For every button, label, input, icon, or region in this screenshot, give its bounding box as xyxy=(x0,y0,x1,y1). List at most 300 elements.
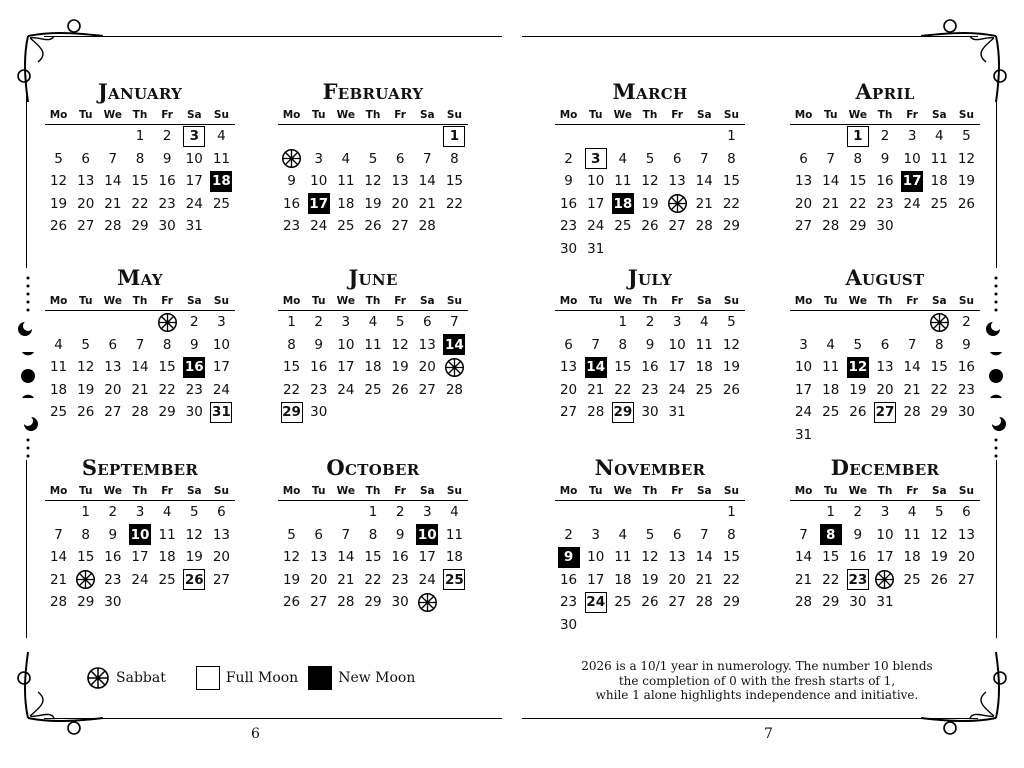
month-title: January xyxy=(97,79,183,104)
day-cell: 27 xyxy=(668,218,686,235)
blank-cell xyxy=(126,311,153,334)
day-cell: 16 xyxy=(849,549,867,566)
weekday-label: Mo xyxy=(49,109,68,121)
wheel-of-year-icon xyxy=(667,193,688,214)
month-february xyxy=(278,78,468,238)
day-cell: 27 xyxy=(391,218,409,235)
blank-cell xyxy=(72,311,99,334)
day-cell: 31 xyxy=(668,404,686,421)
weekday-label: We xyxy=(336,109,356,121)
day-cell: 13 xyxy=(418,336,436,353)
day-cell: 8 xyxy=(853,150,863,167)
day-cell: 6 xyxy=(422,314,432,331)
day-cell: 13 xyxy=(957,526,975,543)
day-cell: 8 xyxy=(727,150,736,167)
day-cell: 9 xyxy=(287,173,296,190)
day-cell: 5 xyxy=(189,504,199,521)
weekday-label: We xyxy=(103,485,123,497)
blank-cell xyxy=(332,125,359,148)
weekday-label: Th xyxy=(132,295,148,307)
wheel-of-year-icon xyxy=(157,312,178,333)
day-cell: 11 xyxy=(364,336,382,353)
day-cell: 14 xyxy=(695,549,713,566)
day-cell: 2 xyxy=(395,504,405,521)
day-cell: 22 xyxy=(849,195,867,212)
frame-left-lower-line xyxy=(26,460,27,638)
day-cell: 11 xyxy=(212,150,230,167)
month-title: May xyxy=(117,265,163,290)
weekday-label: Mo xyxy=(282,485,301,497)
day-cell: 17 xyxy=(131,549,149,566)
blank-cell xyxy=(555,501,582,524)
day-cell: 24 xyxy=(903,195,921,212)
moon-phases-icon xyxy=(986,272,1006,462)
weekday-label: Fr xyxy=(394,109,406,121)
weekday-label: Sa xyxy=(186,485,202,497)
day-cell: 9 xyxy=(395,526,405,543)
day-cell: 4 xyxy=(217,128,226,145)
day-cell: 4 xyxy=(618,526,628,543)
day-cell: 16 xyxy=(559,571,578,588)
legend-new-moon xyxy=(308,666,415,690)
day-cell: 6 xyxy=(880,336,890,353)
blank-cell xyxy=(305,125,332,148)
day-cell: 27 xyxy=(104,404,122,421)
weekday-label: Su xyxy=(446,295,462,307)
month-july xyxy=(555,264,745,424)
day-cell: 22 xyxy=(930,381,948,398)
month-title: April xyxy=(855,79,915,104)
day-cell: 20 xyxy=(957,549,975,566)
day-cell: 22 xyxy=(282,381,301,398)
day-cell: 5 xyxy=(645,526,655,543)
blank-cell xyxy=(278,125,305,148)
day-cell: 6 xyxy=(962,504,971,521)
day-cell: 12 xyxy=(49,173,68,190)
day-cell: 11 xyxy=(930,150,948,167)
weekday-label: Tu xyxy=(823,109,838,121)
full-moon-swatch xyxy=(196,666,220,690)
day-cell: 22 xyxy=(722,195,740,212)
day-cell: 29 xyxy=(722,594,740,611)
blank-cell xyxy=(790,125,817,148)
blank-cell xyxy=(609,501,636,524)
day-cell: 14 xyxy=(131,359,149,376)
legend-sabbat xyxy=(86,666,166,690)
day-cell: 3 xyxy=(799,336,808,353)
day-cell: 28 xyxy=(695,594,713,611)
page-number-right: 7 xyxy=(764,726,773,742)
weekday-label: Su xyxy=(958,485,974,497)
day-cell: 20 xyxy=(559,381,578,398)
day-cell: 30 xyxy=(310,404,328,421)
day-cell: 21 xyxy=(695,195,713,212)
day-full-moon: 1 xyxy=(441,125,468,148)
day-cell: 5 xyxy=(368,150,378,167)
day-new-moon: 14 xyxy=(582,356,609,379)
day-cell: 30 xyxy=(849,594,867,611)
day-cell: 1 xyxy=(826,504,835,521)
blank-cell xyxy=(582,125,609,148)
day-cell: 1 xyxy=(727,504,736,521)
weekday-label: Tu xyxy=(78,109,93,121)
month-august xyxy=(790,264,980,446)
day-cell: 12 xyxy=(930,526,948,543)
day-cell: 8 xyxy=(287,336,296,353)
day-cell: 3 xyxy=(880,504,890,521)
day-cell: 26 xyxy=(641,218,659,235)
day-cell: 28 xyxy=(49,594,68,611)
month-march xyxy=(555,78,745,260)
day-cell: 15 xyxy=(614,359,632,376)
day-cell: 10 xyxy=(668,336,686,353)
day-cell: 10 xyxy=(587,549,605,566)
day-cell: 17 xyxy=(876,549,894,566)
day-cell: 25 xyxy=(614,218,632,235)
day-cell: 22 xyxy=(445,195,463,212)
weekday-header xyxy=(555,106,745,125)
blank-cell xyxy=(636,125,663,148)
day-new-moon: 18 xyxy=(208,170,235,193)
weekday-label: Su xyxy=(213,109,229,121)
day-grid xyxy=(790,311,980,446)
day-cell: 30 xyxy=(158,218,176,235)
day-cell: 16 xyxy=(104,549,122,566)
day-cell: 21 xyxy=(903,381,921,398)
day-cell: 23 xyxy=(282,218,301,235)
day-cell: 1 xyxy=(368,504,378,521)
frame-right-upper-line xyxy=(996,96,997,268)
weekday-label: Sa xyxy=(931,485,947,497)
blank-cell xyxy=(899,311,926,334)
day-cell: 21 xyxy=(418,195,436,212)
day-cell: 10 xyxy=(794,359,813,376)
day-cell: 28 xyxy=(418,218,436,235)
weekday-label: Tu xyxy=(823,295,838,307)
weekday-label: Fr xyxy=(671,109,683,121)
day-cell: 2 xyxy=(564,526,573,543)
day-cell: 19 xyxy=(930,549,948,566)
weekday-header xyxy=(45,482,235,501)
day-cell: 27 xyxy=(212,571,230,588)
day-cell: 28 xyxy=(794,594,813,611)
day-cell: 8 xyxy=(135,150,145,167)
day-cell: 17 xyxy=(418,549,436,566)
day-cell: 19 xyxy=(391,359,409,376)
month-september xyxy=(45,454,235,614)
blank-cell xyxy=(555,311,582,334)
day-cell: 17 xyxy=(587,571,605,588)
day-cell: 23 xyxy=(185,381,203,398)
day-cell: 28 xyxy=(131,404,149,421)
day-cell: 30 xyxy=(185,404,203,421)
weekday-label: Th xyxy=(877,485,893,497)
day-cell: 5 xyxy=(395,314,405,331)
weekday-label: Mo xyxy=(282,109,301,121)
day-cell: 25 xyxy=(903,571,921,588)
day-grid xyxy=(278,125,468,238)
weekday-label: We xyxy=(613,295,633,307)
day-cell: 10 xyxy=(185,150,203,167)
day-cell: 9 xyxy=(645,336,655,353)
day-cell: 4 xyxy=(54,336,63,353)
weekday-label: Tu xyxy=(311,109,326,121)
weekday-label: We xyxy=(848,109,868,121)
wheel-of-year-icon xyxy=(929,312,950,333)
day-cell: 4 xyxy=(450,504,459,521)
day-cell: 13 xyxy=(668,173,686,190)
day-cell: 24 xyxy=(794,404,813,421)
day-cell: 14 xyxy=(822,173,840,190)
day-cell: 2 xyxy=(853,504,863,521)
day-grid xyxy=(45,311,235,424)
day-cell: 31 xyxy=(876,594,894,611)
weekday-label: Mo xyxy=(559,485,578,497)
day-cell: 4 xyxy=(934,128,944,145)
day-cell: 24 xyxy=(668,381,686,398)
day-cell: 20 xyxy=(77,195,95,212)
day-grid xyxy=(45,501,235,614)
legend-sabbat-label: Sabbat xyxy=(116,670,166,686)
month-title: October xyxy=(326,455,420,480)
day-cell: 6 xyxy=(799,150,808,167)
day-full-moon: 27 xyxy=(871,401,898,424)
blank-cell xyxy=(45,501,72,524)
day-cell: 19 xyxy=(849,381,867,398)
day-cell: 26 xyxy=(391,381,409,398)
day-cell: 17 xyxy=(587,195,605,212)
day-sabbat xyxy=(441,356,468,379)
day-cell: 25 xyxy=(930,195,948,212)
day-cell: 2 xyxy=(962,314,971,331)
day-cell: 22 xyxy=(722,571,740,588)
weekday-label: Tu xyxy=(823,485,838,497)
day-cell: 26 xyxy=(77,404,95,421)
month-october xyxy=(278,454,468,614)
day-cell: 16 xyxy=(641,359,659,376)
month-june xyxy=(278,264,468,424)
day-cell: 23 xyxy=(310,381,328,398)
day-cell: 19 xyxy=(364,195,382,212)
day-cell: 9 xyxy=(962,336,971,353)
blank-cell xyxy=(99,125,126,148)
weekday-label: Tu xyxy=(588,295,603,307)
day-cell: 20 xyxy=(876,381,894,398)
day-new-moon: 16 xyxy=(181,356,208,379)
day-cell: 24 xyxy=(587,218,605,235)
day-cell: 2 xyxy=(645,314,655,331)
day-full-moon: 26 xyxy=(181,569,208,592)
day-cell: 15 xyxy=(822,549,840,566)
day-cell: 29 xyxy=(77,594,95,611)
day-cell: 13 xyxy=(391,173,409,190)
day-cell: 8 xyxy=(450,150,459,167)
day-full-moon: 25 xyxy=(441,569,468,592)
day-cell: 16 xyxy=(957,359,975,376)
day-cell: 9 xyxy=(162,150,172,167)
day-grid xyxy=(790,125,980,238)
day-cell: 9 xyxy=(189,336,199,353)
day-cell: 2 xyxy=(189,314,199,331)
day-sabbat xyxy=(414,591,441,614)
day-cell: 1 xyxy=(727,128,736,145)
day-cell: 27 xyxy=(77,218,95,235)
weekday-label: Mo xyxy=(559,295,578,307)
day-cell: 15 xyxy=(722,173,740,190)
month-january xyxy=(45,78,235,238)
day-cell: 30 xyxy=(391,594,409,611)
day-cell: 12 xyxy=(364,173,382,190)
day-cell: 22 xyxy=(364,571,382,588)
day-cell: 18 xyxy=(445,549,463,566)
day-cell: 21 xyxy=(104,195,122,212)
month-may xyxy=(45,264,235,424)
day-cell: 19 xyxy=(641,195,659,212)
day-cell: 15 xyxy=(131,173,149,190)
month-title: March xyxy=(612,79,688,104)
day-cell: 27 xyxy=(957,571,975,588)
weekday-label: Su xyxy=(723,295,739,307)
legend-full-moon xyxy=(196,666,298,690)
day-cell: 19 xyxy=(49,195,68,212)
day-cell: 26 xyxy=(364,218,382,235)
blank-cell xyxy=(72,125,99,148)
note-line-3: while 1 alone highlights independence and initiative. xyxy=(595,688,919,702)
flourish-corner-icon xyxy=(8,650,108,740)
day-cell: 16 xyxy=(158,173,176,190)
weekday-header xyxy=(790,482,980,501)
day-cell: 9 xyxy=(314,336,323,353)
weekday-label: Th xyxy=(365,109,381,121)
day-cell: 12 xyxy=(722,336,740,353)
day-cell: 5 xyxy=(81,336,90,353)
day-cell: 12 xyxy=(391,336,409,353)
weekday-label: We xyxy=(336,295,356,307)
day-cell: 28 xyxy=(822,218,840,235)
day-new-moon: 12 xyxy=(844,356,871,379)
day-cell: 20 xyxy=(104,381,122,398)
day-cell: 17 xyxy=(212,359,230,376)
day-cell: 6 xyxy=(217,504,226,521)
weekday-label: Fr xyxy=(671,485,683,497)
weekday-label: Su xyxy=(958,295,974,307)
day-cell: 20 xyxy=(310,571,328,588)
blank-cell xyxy=(414,125,441,148)
blank-cell xyxy=(817,311,844,334)
day-cell: 28 xyxy=(104,218,122,235)
day-cell: 19 xyxy=(77,381,95,398)
blank-cell xyxy=(691,125,718,148)
weekday-label: Sa xyxy=(186,295,202,307)
day-cell: 10 xyxy=(310,173,328,190)
day-cell: 8 xyxy=(934,336,944,353)
day-cell: 12 xyxy=(185,526,203,543)
day-new-moon: 14 xyxy=(441,334,468,357)
day-cell: 28 xyxy=(695,218,713,235)
day-cell: 4 xyxy=(907,504,917,521)
day-cell: 12 xyxy=(641,549,659,566)
day-cell: 12 xyxy=(957,150,975,167)
day-cell: 5 xyxy=(853,336,863,353)
day-cell: 16 xyxy=(876,173,894,190)
frame-bottom-right-line xyxy=(522,718,978,719)
day-cell: 23 xyxy=(559,218,578,235)
day-cell: 28 xyxy=(587,404,605,421)
day-full-moon: 31 xyxy=(208,401,235,424)
day-cell: 11 xyxy=(337,173,355,190)
day-cell: 7 xyxy=(54,526,63,543)
day-cell: 31 xyxy=(185,218,203,235)
day-cell: 24 xyxy=(185,195,203,212)
weekday-label: Sa xyxy=(931,109,947,121)
day-cell: 21 xyxy=(49,571,68,588)
weekday-header xyxy=(278,106,468,125)
day-cell: 22 xyxy=(158,381,176,398)
day-cell: 24 xyxy=(310,218,328,235)
day-cell: 2 xyxy=(162,128,172,145)
day-cell: 4 xyxy=(618,150,628,167)
day-cell: 17 xyxy=(794,381,813,398)
weekday-label: Tu xyxy=(588,109,603,121)
day-grid xyxy=(555,125,745,260)
weekday-label: Fr xyxy=(161,109,173,121)
weekday-label: We xyxy=(336,485,356,497)
day-cell: 21 xyxy=(337,571,355,588)
day-cell: 18 xyxy=(49,381,68,398)
day-cell: 4 xyxy=(826,336,835,353)
day-cell: 15 xyxy=(445,173,463,190)
day-new-moon: 17 xyxy=(899,170,926,193)
day-cell: 21 xyxy=(587,381,605,398)
day-cell: 9 xyxy=(880,150,890,167)
day-cell: 17 xyxy=(668,359,686,376)
weekday-label: Tu xyxy=(311,485,326,497)
blank-cell xyxy=(305,501,332,524)
weekday-label: Sa xyxy=(696,295,712,307)
weekday-label: Mo xyxy=(49,295,68,307)
day-cell: 25 xyxy=(364,381,382,398)
day-cell: 3 xyxy=(907,128,917,145)
day-cell: 6 xyxy=(564,336,573,353)
day-cell: 23 xyxy=(104,571,122,588)
day-cell: 2 xyxy=(314,314,323,331)
day-cell: 11 xyxy=(903,526,921,543)
weekday-label: Sa xyxy=(419,295,435,307)
day-cell: 25 xyxy=(337,218,355,235)
weekday-label: Th xyxy=(642,485,658,497)
blank-cell xyxy=(609,125,636,148)
day-cell: 29 xyxy=(822,594,840,611)
blank-cell xyxy=(278,501,305,524)
day-cell: 30 xyxy=(957,404,975,421)
day-cell: 24 xyxy=(337,381,355,398)
day-cell: 13 xyxy=(559,359,578,376)
day-cell: 6 xyxy=(672,150,682,167)
day-grid xyxy=(278,311,468,424)
day-cell: 11 xyxy=(445,526,463,543)
weekday-label: Su xyxy=(213,485,229,497)
new-moon-swatch xyxy=(308,666,332,690)
day-cell: 28 xyxy=(337,594,355,611)
day-cell: 14 xyxy=(104,173,122,190)
day-new-moon: 9 xyxy=(555,546,582,569)
day-cell: 16 xyxy=(391,549,409,566)
day-cell: 10 xyxy=(337,336,355,353)
day-cell: 31 xyxy=(587,240,605,257)
day-cell: 9 xyxy=(108,526,118,543)
day-cell: 14 xyxy=(794,549,813,566)
day-cell: 27 xyxy=(794,218,813,235)
